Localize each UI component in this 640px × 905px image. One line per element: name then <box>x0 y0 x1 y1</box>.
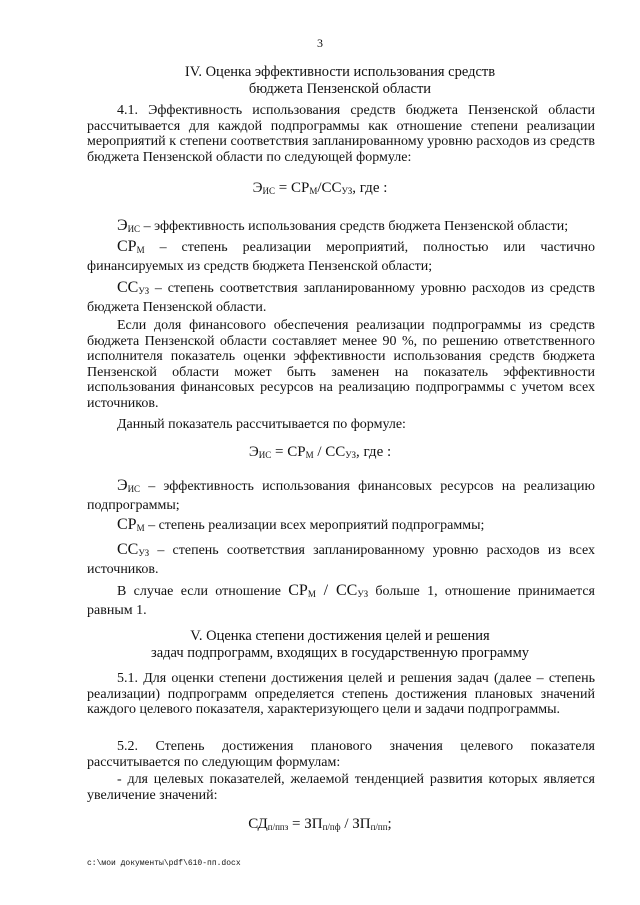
definition-e-is-2: $Э_{ИС}$ – эффективность использования финансовых ресурсов на реализацию подпрограммы; <box>87 477 595 513</box>
definition-e-is: $Э_{ИС}$ – эффективность использования средств бюджета Пензенской области; <box>117 217 569 234</box>
paragraph-4-formula-intro: Данный показатель рассчитывается по формуле: <box>117 417 406 432</box>
paragraph-4-ratio: В случае если отношение $СР_М / СС_{УЗ}$ больше 1, отношение принимается равным 1. <box>87 582 595 618</box>
definition-sr-m: $СР_М$ – степень реализации мероприятий, полностью или частично финансируемых из средств бюджета Пензенской области; <box>87 238 595 274</box>
paragraph-5-2-increase: - для целевых показателей, желаемой тенденцией развития которых является увеличение значений: <box>87 772 595 803</box>
page-number: 3 <box>317 36 323 50</box>
formula-efficiency-2: $Э_{ИС} = СР_М / СС_{УЗ}$, где : <box>248 444 392 460</box>
paragraph-5-2: 5.2. Степень достижения планового значения целевого показателя рассчитывается по следующим формулам: <box>87 739 595 770</box>
formula-efficiency-1: $Э_{ИС} = СР_М/СС_{УЗ}$, где : <box>252 180 388 196</box>
definition-ss-uz: $СС_{УЗ}$ – степень соответствия запланированному уровню расходов из средств бюджета Пензенской области. <box>87 279 595 315</box>
paragraph-4-1: 4.1. Эффективность использования средств бюджета Пензенской области рассчитывается для каждой подпрограммы как отношение степени реализации мероприятий к степени соответствия запланированному уровню расходов из средств бюджета Пензенской области по следующей формуле: <box>87 103 595 165</box>
paragraph-4-share: Если доля финансового обеспечения реализации подпрограммы из средств бюджета Пензенской области составляет менее 90 %, по решению ответственного исполнителя показатель оценки эффективности использования средств бюджета Пензенской области может быть заменен на показатель эффективности использования финансовых ресурсов на реализацию подпрограммы с учетом всех источников. <box>87 318 595 411</box>
section-5-heading: V. Оценка степени достижения целей и решения задач подпрограмм, входящих в государственную программу <box>150 628 529 661</box>
section-4-heading: IV. Оценка эффективности использования средств бюджета Пензенской области <box>184 64 496 97</box>
formula-achievement: $СД_{п/ппз} = ЗП_{п/пф} / ЗП_{п/пп}$; <box>248 816 392 832</box>
paragraph-5-1: 5.1. Для оценки степени достижения целей и решения задач (далее – степень реализации) подпрограмм определяется степень достижения плановых значений каждого целевого показателя, характеризующего цели и задачи подпрограммы. <box>87 671 595 718</box>
definition-sr-m-2: $СР_М$ – степень реализации всех мероприятий подпрограммы; <box>117 516 485 533</box>
definition-ss-uz-2: $СС_{УЗ}$ – степень соответствия запланированному уровню расходов из всех источников. <box>87 541 595 577</box>
file-path-footer: c:\мои документы\pdf\610-пп.docx <box>87 859 241 868</box>
